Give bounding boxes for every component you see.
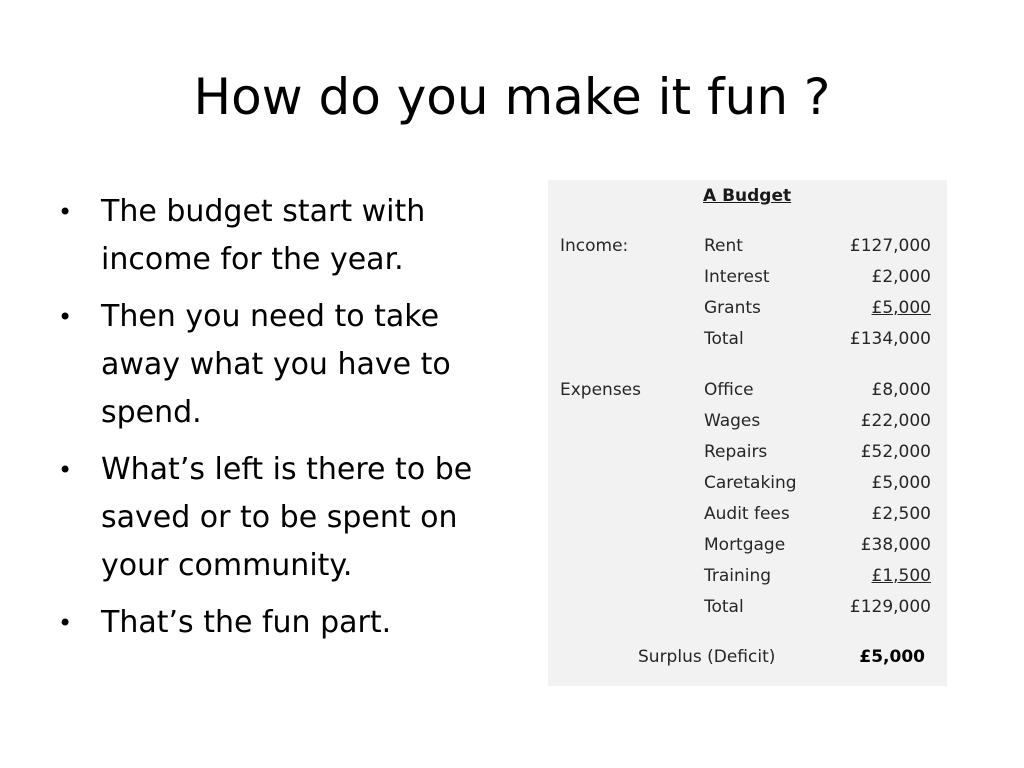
expense-item-amount: £1,500 bbox=[871, 566, 931, 586]
bullet-list bbox=[58, 188, 498, 656]
expense-total-label: Total bbox=[704, 597, 744, 617]
expense-item-amount: £2,500 bbox=[871, 504, 931, 524]
expense-item-label: Training bbox=[704, 566, 772, 586]
income-item-label: Rent bbox=[704, 236, 743, 256]
surplus-label: Surplus (Deficit) bbox=[638, 647, 776, 667]
bullet-text: Then you need to take away what you have to spend. bbox=[101, 299, 451, 430]
expense-item-amount: £38,000 bbox=[860, 535, 931, 555]
bullet-dot-icon: • bbox=[58, 609, 73, 637]
income-total-label: Total bbox=[704, 329, 744, 349]
bullet-dot-icon: • bbox=[58, 303, 73, 331]
surplus-amount: £5,000 bbox=[859, 647, 925, 667]
expense-item-label: Office bbox=[704, 380, 754, 400]
expense-total-amount: £129,000 bbox=[849, 597, 931, 617]
expense-item-label: Caretaking bbox=[704, 473, 797, 493]
budget-table-image bbox=[548, 180, 947, 686]
expense-item-label: Audit fees bbox=[704, 504, 790, 524]
bullet-item bbox=[58, 446, 498, 590]
expense-item-amount: £8,000 bbox=[871, 380, 931, 400]
bullet-dot-icon: • bbox=[58, 198, 73, 226]
income-item-amount: £5,000 bbox=[871, 298, 931, 318]
budget-title: A Budget bbox=[703, 186, 792, 206]
expense-item-amount: £22,000 bbox=[860, 411, 931, 431]
expense-item-label: Mortgage bbox=[704, 535, 786, 555]
bullet-text: That’s the fun part. bbox=[101, 605, 392, 640]
income-item-label: Interest bbox=[704, 267, 770, 287]
income-section-label: Income: bbox=[560, 236, 629, 256]
income-item-amount: £2,000 bbox=[871, 267, 931, 287]
bullet-text: What’s left is there to be saved or to be spent on your community. bbox=[101, 452, 473, 583]
expense-item-label: Wages bbox=[704, 411, 761, 431]
expense-item-amount: £5,000 bbox=[871, 473, 931, 493]
bullet-item bbox=[58, 599, 498, 647]
income-item-label: Grants bbox=[704, 298, 761, 318]
expense-item-amount: £52,000 bbox=[860, 442, 931, 462]
income-total-amount: £134,000 bbox=[849, 329, 931, 349]
income-item-amount: £127,000 bbox=[849, 236, 931, 256]
bullet-item bbox=[58, 293, 498, 437]
bullet-item bbox=[58, 188, 498, 284]
bullet-dot-icon: • bbox=[58, 456, 73, 484]
expense-item-label: Repairs bbox=[704, 442, 768, 462]
bullet-text: The budget start with income for the year. bbox=[101, 194, 426, 277]
slide-title: How do you make it fun ? bbox=[193, 68, 831, 126]
expenses-section-label: Expenses bbox=[560, 380, 641, 400]
